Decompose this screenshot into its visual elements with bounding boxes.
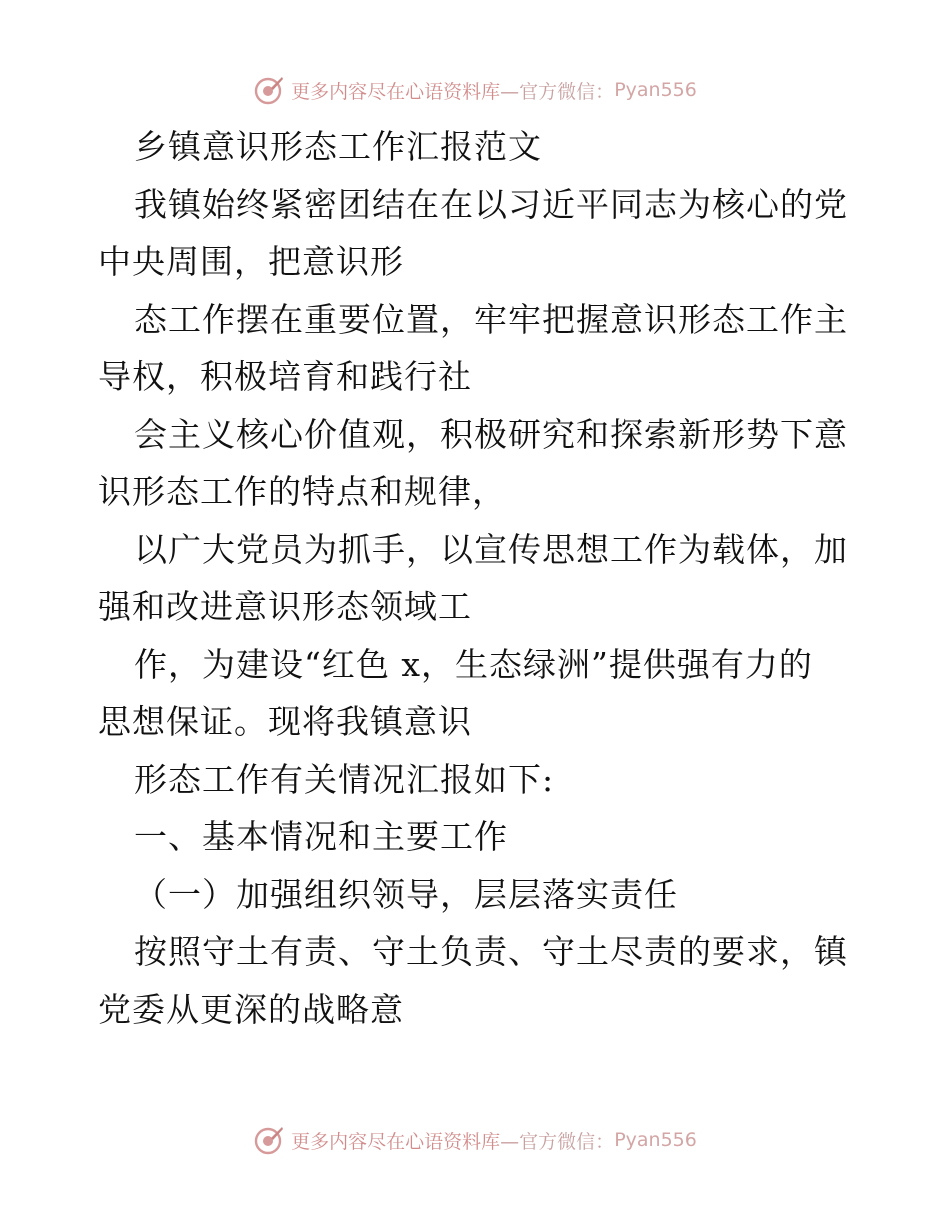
paragraph-line: 识形态工作的特点和规律， [98,472,506,511]
paragraph-line: 以广大党员为抓手，以宣传思想工作为载体，加 [134,529,848,569]
watermark-id-text: Pyan556 [614,1129,697,1151]
document-title: 乡镇意识形态工作汇报范文 [134,127,542,166]
paragraph-line: 思想保证。现将我镇意识 [98,702,472,741]
paragraph-line: 按照守土有责、守土负责、守土尽责的要求，镇 [134,932,848,971]
paragraph-line: 态工作摆在重要位置，牢牢把握意识形态工作主 [134,299,848,339]
watermark-separator-text: —官方微信： [500,1130,615,1153]
watermark-main-text: 更多内容尽在心语资料库 [291,80,501,103]
paragraph-line: 中央周围，把意识形 [98,242,404,281]
quill-seal-icon [253,74,285,106]
paragraph-line: 导权，积极培育和践行社 [98,357,472,396]
section-heading: 一、基本情况和主要工作 [134,817,508,856]
paragraph-line: 作，为建设“红色 x，生态绿洲”提供强有力的 [134,644,813,684]
paragraph-line: 我镇始终紧密团结在在以习近平同志为核心的党 [134,184,848,224]
paragraph-line: 会主义核心价值观，积极研究和探索新形势下意 [134,414,848,454]
paragraph-line: 形态工作有关情况汇报如下: [134,759,555,799]
paragraph-line: 强和改进意识形态领域工 [98,587,472,626]
paragraph-line: 党委从更深的战略意 [98,989,404,1029]
footer-watermark [0,1120,950,1160]
watermark-main-text: 更多内容尽在心语资料库 [291,1130,501,1153]
header-watermark [0,70,950,110]
quill-seal-icon [253,1124,285,1156]
watermark-separator-text: —官方微信： [500,80,615,103]
document-body [98,118,858,1038]
subsection-heading: （一）加强组织领导，层层落实责任 [134,874,678,914]
watermark-id-text: Pyan556 [614,79,697,101]
